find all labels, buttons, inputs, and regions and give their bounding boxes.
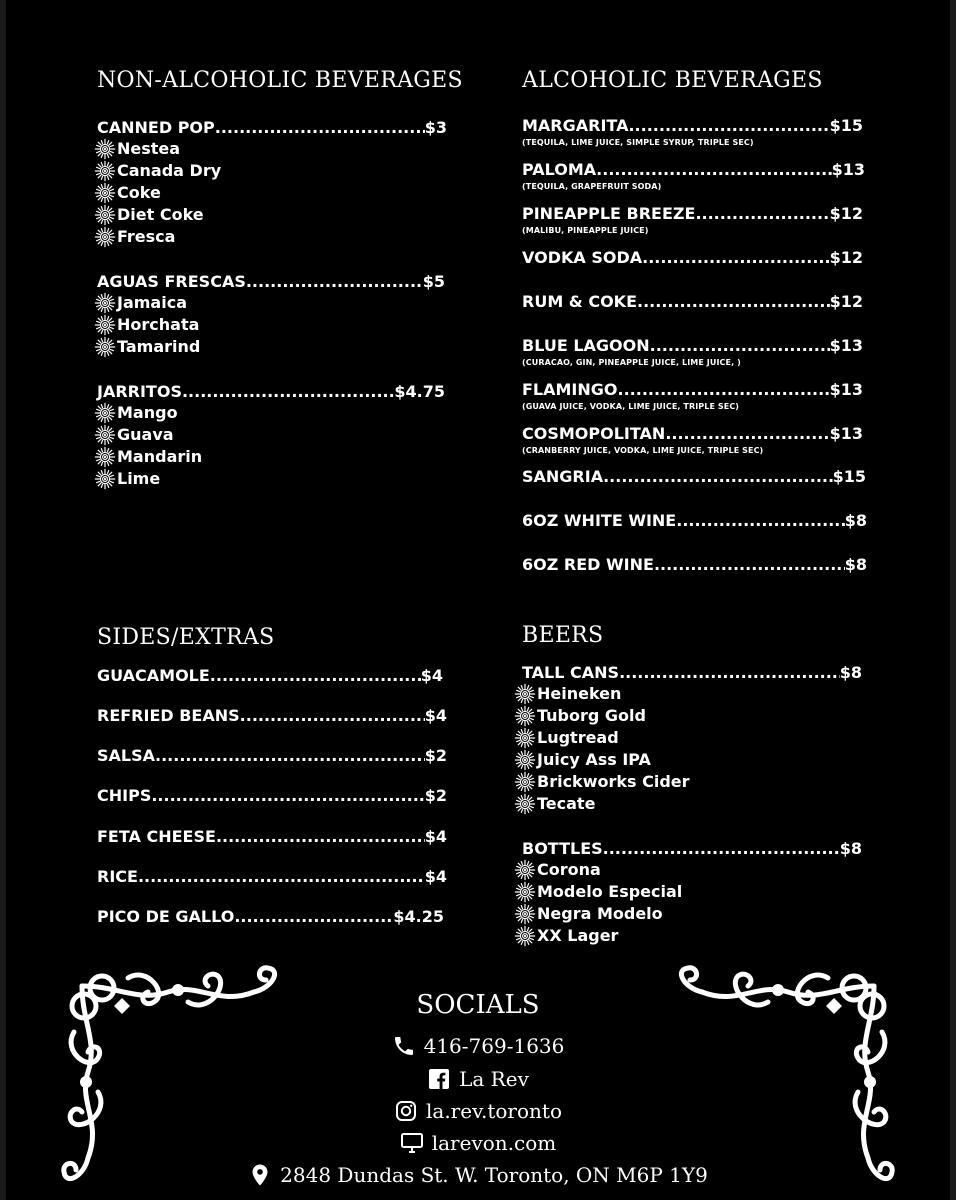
dot-leader (215, 118, 425, 138)
map-pin-icon (248, 1163, 272, 1187)
list-item: Guava (94, 424, 445, 446)
item-name: FETA CHEESE (97, 827, 216, 846)
menu-item-margarita (522, 116, 863, 148)
sun-icon (94, 226, 116, 248)
item-description: (CRANBERRY JUICE, VODKA, LIME JUICE, TRIPLE SEC) (522, 446, 764, 455)
menu-group-jarritos (97, 382, 445, 490)
item-name: RUM & COKE (522, 292, 637, 311)
dot-leader (665, 424, 829, 444)
sun-icon (514, 749, 536, 771)
menu-line (97, 786, 447, 806)
item-name: JARRITOS (97, 382, 182, 401)
facebook-row[interactable] (0, 1065, 956, 1093)
website-url[interactable]: larevon.com (431, 1131, 557, 1155)
list-item: Tuborg Gold (514, 705, 862, 727)
item-name: PALOMA (522, 160, 597, 179)
item-name: CANNED POP (97, 118, 215, 137)
list-item: Modelo Especial (514, 881, 862, 903)
list-item: Canada Dry (94, 160, 447, 182)
phone-number[interactable]: 416-769-1636 (423, 1034, 565, 1058)
item-name: BOTTLES (522, 839, 603, 858)
item-name: 6OZ WHITE WINE (522, 511, 677, 530)
list-item: Nestea (94, 138, 447, 160)
menu-line (522, 160, 865, 180)
item-price: $2 (424, 786, 447, 805)
dot-leader (637, 292, 830, 312)
sun-icon (94, 182, 116, 204)
item-price: $4 (424, 706, 447, 725)
sun-icon (94, 402, 116, 424)
menu-line (97, 706, 447, 726)
menu-line (97, 907, 444, 927)
instagram-icon (394, 1099, 418, 1123)
address-row[interactable] (0, 1161, 956, 1189)
item-price: $4.75 (394, 382, 445, 401)
list-item: Tecate (514, 793, 862, 815)
sun-icon (94, 446, 116, 468)
menu-group-canned-pop (97, 118, 447, 248)
dot-leader (138, 867, 425, 887)
list-item: Corona (514, 859, 862, 881)
dot-leader (676, 511, 845, 531)
menu-item-guacamole (97, 666, 443, 686)
item-description: (TEQUILA, LIME JUICE, SIMPLE SYRUP, TRIPLE SEC) (522, 138, 754, 147)
item-name: TALL CANS (522, 663, 620, 682)
list-item: Mango (94, 402, 445, 424)
item-description: (GUAVA JUICE, VODKA, LIME JUICE, TRIPLE SEC) (522, 402, 740, 411)
item-price: $15 (829, 116, 863, 135)
dot-leader (596, 160, 831, 180)
sun-icon (94, 160, 116, 182)
phone-row[interactable] (0, 1032, 956, 1060)
beers-title: BEERS (522, 623, 604, 648)
item-name: AGUAS FRESCAS (97, 272, 246, 291)
menu-item-blue-lagoon (522, 336, 863, 368)
dot-leader (654, 555, 845, 575)
menu-item-paloma (522, 160, 865, 192)
menu-line (522, 292, 863, 312)
item-price: $3 (424, 118, 447, 137)
dot-leader (234, 907, 393, 927)
menu-line (522, 839, 862, 859)
menu-line (97, 867, 447, 887)
item-name: CHIPS (97, 786, 152, 805)
item-price: $4.25 (393, 907, 444, 926)
item-description: (TEQUILA, GRAPEFRUIT SODA) (522, 182, 662, 191)
item-price: $12 (829, 248, 863, 267)
menu-line (97, 746, 447, 766)
dot-leader (603, 467, 833, 487)
sun-icon (94, 468, 116, 490)
dot-leader (642, 248, 829, 268)
item-price: $5 (422, 272, 445, 291)
menu-line (522, 336, 863, 356)
list-item: Tamarind (94, 336, 445, 358)
menu-item-refried-beans (97, 706, 447, 726)
sun-icon (94, 138, 116, 160)
item-price: $8 (844, 511, 867, 530)
alcoholic-title: ALCOHOLIC BEVERAGES (522, 68, 823, 93)
menu-item-vodka-soda (522, 248, 863, 268)
item-name: FLAMINGO (522, 380, 618, 399)
sides-section (97, 625, 447, 926)
list-item: Negra Modelo (514, 903, 862, 925)
item-name: BLUE LAGOON (522, 336, 650, 355)
sun-icon (514, 771, 536, 793)
menu-line (97, 118, 447, 138)
item-description: (CURACAO, GIN, PINEAPPLE JUICE, LIME JUICE, ) (522, 358, 741, 367)
sun-icon (514, 881, 536, 903)
menu-line (522, 248, 863, 268)
menu-item-chips (97, 786, 447, 806)
sun-icon (514, 727, 536, 749)
dot-leader (182, 382, 394, 402)
dot-leader (619, 663, 840, 683)
sun-icon (94, 424, 116, 446)
dot-leader (695, 204, 829, 224)
item-price: $12 (829, 292, 863, 311)
item-price: $13 (829, 336, 863, 355)
item-price: $13 (829, 424, 863, 443)
item-name: VODKA SODA (522, 248, 643, 267)
item-name: SANGRIA (522, 467, 604, 486)
website-row[interactable] (0, 1129, 956, 1157)
menu-line (522, 663, 862, 683)
menu-line (97, 666, 443, 686)
menu-group-tall-cans (522, 663, 862, 815)
sun-icon (94, 292, 116, 314)
facebook-icon (427, 1067, 451, 1091)
dot-leader (603, 839, 840, 859)
non-alcoholic-title: NON-ALCOHOLIC BEVERAGES (97, 68, 463, 93)
socials-title: SOCIALS (416, 990, 540, 1020)
non-alcoholic-section (97, 68, 463, 488)
list-item: Mandarin (94, 446, 445, 468)
menu-item-salsa (97, 746, 447, 766)
list-item: Heineken (514, 683, 862, 705)
menu-item-flamingo (522, 380, 863, 412)
dot-leader (246, 272, 423, 292)
menu-item-cosmopolitan (522, 424, 863, 456)
sun-icon (94, 314, 116, 336)
menu-item-red-wine (522, 555, 867, 575)
item-price: $8 (839, 839, 862, 858)
phone-icon (392, 1034, 416, 1058)
dot-leader (240, 706, 425, 726)
beers-section (522, 623, 862, 945)
dot-leader (628, 116, 829, 136)
menu-item-pico-de-gallo (97, 907, 444, 927)
dot-leader (650, 336, 830, 356)
menu-line (97, 272, 445, 292)
item-name: RICE (97, 867, 138, 886)
item-name: REFRIED BEANS (97, 706, 240, 725)
sun-icon (514, 925, 536, 947)
item-price: $2 (424, 746, 447, 765)
dot-leader (216, 827, 425, 847)
sides-title: SIDES/EXTRAS (97, 625, 275, 650)
instagram-handle[interactable]: la.rev.toronto (426, 1099, 562, 1123)
dot-leader (618, 380, 830, 400)
item-name: COSMOPOLITAN (522, 424, 666, 443)
menu-item-rum-coke (522, 292, 863, 312)
menu-line (97, 382, 445, 402)
alcoholic-section (522, 68, 867, 574)
item-description: (MALIBU, PINEAPPLE JUICE) (522, 226, 649, 235)
item-name: GUACAMOLE (97, 666, 210, 685)
menu-line (97, 827, 447, 847)
item-price: $4 (420, 666, 443, 685)
address-text[interactable]: 2848 Dundas St. W. Toronto, ON M6P 1Y9 (280, 1163, 708, 1187)
sun-icon (94, 204, 116, 226)
list-item: Fresca (94, 226, 447, 248)
item-name: SALSA (97, 746, 156, 765)
sun-icon (514, 683, 536, 705)
list-item: Brickworks Cider (514, 771, 862, 793)
dot-leader (151, 786, 424, 806)
sun-icon (94, 336, 116, 358)
instagram-row[interactable] (0, 1097, 956, 1125)
sun-icon (514, 859, 536, 881)
list-item: Coke (94, 182, 447, 204)
item-price: $8 (839, 663, 862, 682)
item-price: $12 (829, 204, 863, 223)
menu-item-pineapple-breeze (522, 204, 863, 236)
list-item: Horchata (94, 314, 445, 336)
menu-line (522, 204, 863, 224)
facebook-name[interactable]: La Rev (459, 1067, 529, 1091)
dot-leader (155, 746, 425, 766)
item-price: $4 (424, 867, 447, 886)
menu-group-aguas-frescas (97, 272, 445, 358)
list-item: Lime (94, 468, 445, 490)
item-price: $13 (829, 380, 863, 399)
list-item: Juicy Ass IPA (514, 749, 862, 771)
list-item: Diet Coke (94, 204, 447, 226)
item-price: $15 (832, 467, 866, 486)
menu-item-white-wine (522, 511, 867, 531)
dot-leader (210, 666, 421, 686)
item-price: $13 (831, 160, 865, 179)
item-name: 6OZ RED WINE (522, 555, 654, 574)
menu-line (522, 511, 867, 531)
menu-line (522, 467, 866, 487)
menu-line (522, 380, 863, 400)
list-item: Lugtread (514, 727, 862, 749)
menu-item-sangria (522, 467, 866, 487)
list-item: Jamaica (94, 292, 445, 314)
menu-line (522, 116, 863, 136)
list-item: XX Lager (514, 925, 862, 947)
item-name: MARGARITA (522, 116, 629, 135)
menu-group-bottles (522, 839, 862, 947)
item-price: $4 (424, 827, 447, 846)
sun-icon (514, 705, 536, 727)
menu-line (522, 555, 867, 575)
menu-item-feta-cheese (97, 827, 447, 847)
menu-line (522, 424, 863, 444)
sun-icon (514, 903, 536, 925)
sun-icon (514, 793, 536, 815)
menu-item-rice (97, 867, 447, 887)
item-price: $8 (844, 555, 867, 574)
item-name: PICO DE GALLO (97, 907, 235, 926)
item-name: PINEAPPLE BREEZE (522, 204, 696, 223)
monitor-icon (400, 1131, 424, 1155)
